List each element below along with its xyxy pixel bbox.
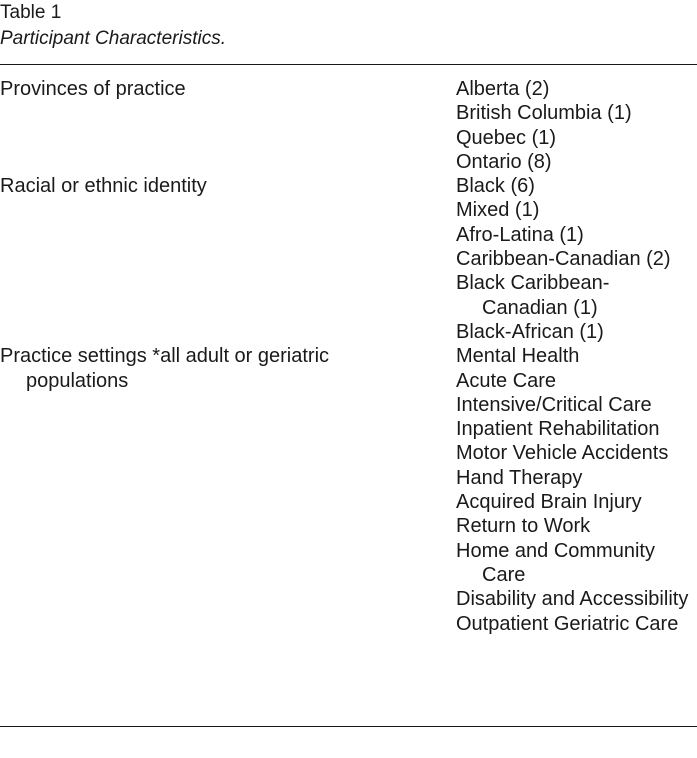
row-values — [456, 174, 697, 344]
value-item: Inpatient Rehabilitation — [456, 418, 660, 441]
value-item: Motor Vehicle Accidents — [456, 442, 669, 465]
value-item: Outpatient Geriatric Care — [456, 612, 679, 635]
value-item: Black (6) — [456, 175, 535, 198]
value-item: Disability and Accessibility — [456, 588, 689, 611]
table-subtitle: Participant Characteristics. — [0, 28, 226, 49]
value-item: Black Caribbean-Canadian (1) — [456, 272, 610, 319]
row-label: Practice settings *all adult or geriatric populations — [0, 345, 330, 392]
value-item: Caribbean-Canadian (2) — [456, 248, 671, 271]
value-item: Quebec (1) — [456, 126, 557, 149]
value-item: Black-African (1) — [456, 320, 604, 343]
row-values — [456, 344, 697, 636]
participant-table — [0, 77, 697, 636]
table-title: Table 1 — [0, 2, 62, 23]
value-item: Return to Work — [456, 515, 591, 538]
table-row-identity — [0, 174, 697, 344]
value-item: British Columbia (1) — [456, 102, 632, 125]
value-item: Hand Therapy — [456, 466, 583, 489]
value-item: Acquired Brain Injury — [456, 491, 642, 514]
value-item: Ontario (8) — [456, 150, 552, 173]
value-item: Alberta (2) — [456, 78, 550, 100]
row-label: Racial or ethnic identity — [0, 175, 207, 198]
value-item: Intensive/Critical Care — [456, 393, 652, 416]
table-row-settings — [0, 344, 697, 636]
row-label: Provinces of practice — [0, 78, 186, 100]
value-item: Mixed (1) — [456, 199, 540, 222]
value-item: Acute Care — [456, 369, 557, 392]
table-caption — [0, 0, 226, 52]
value-item: Home and Community Care — [456, 539, 655, 586]
row-values — [456, 77, 697, 174]
table-bottom-rule — [0, 726, 697, 727]
value-item: Mental Health — [456, 345, 580, 368]
table-top-rule — [0, 64, 697, 65]
table-row-provinces — [0, 77, 697, 174]
value-item: Afro-Latina (1) — [456, 223, 584, 246]
